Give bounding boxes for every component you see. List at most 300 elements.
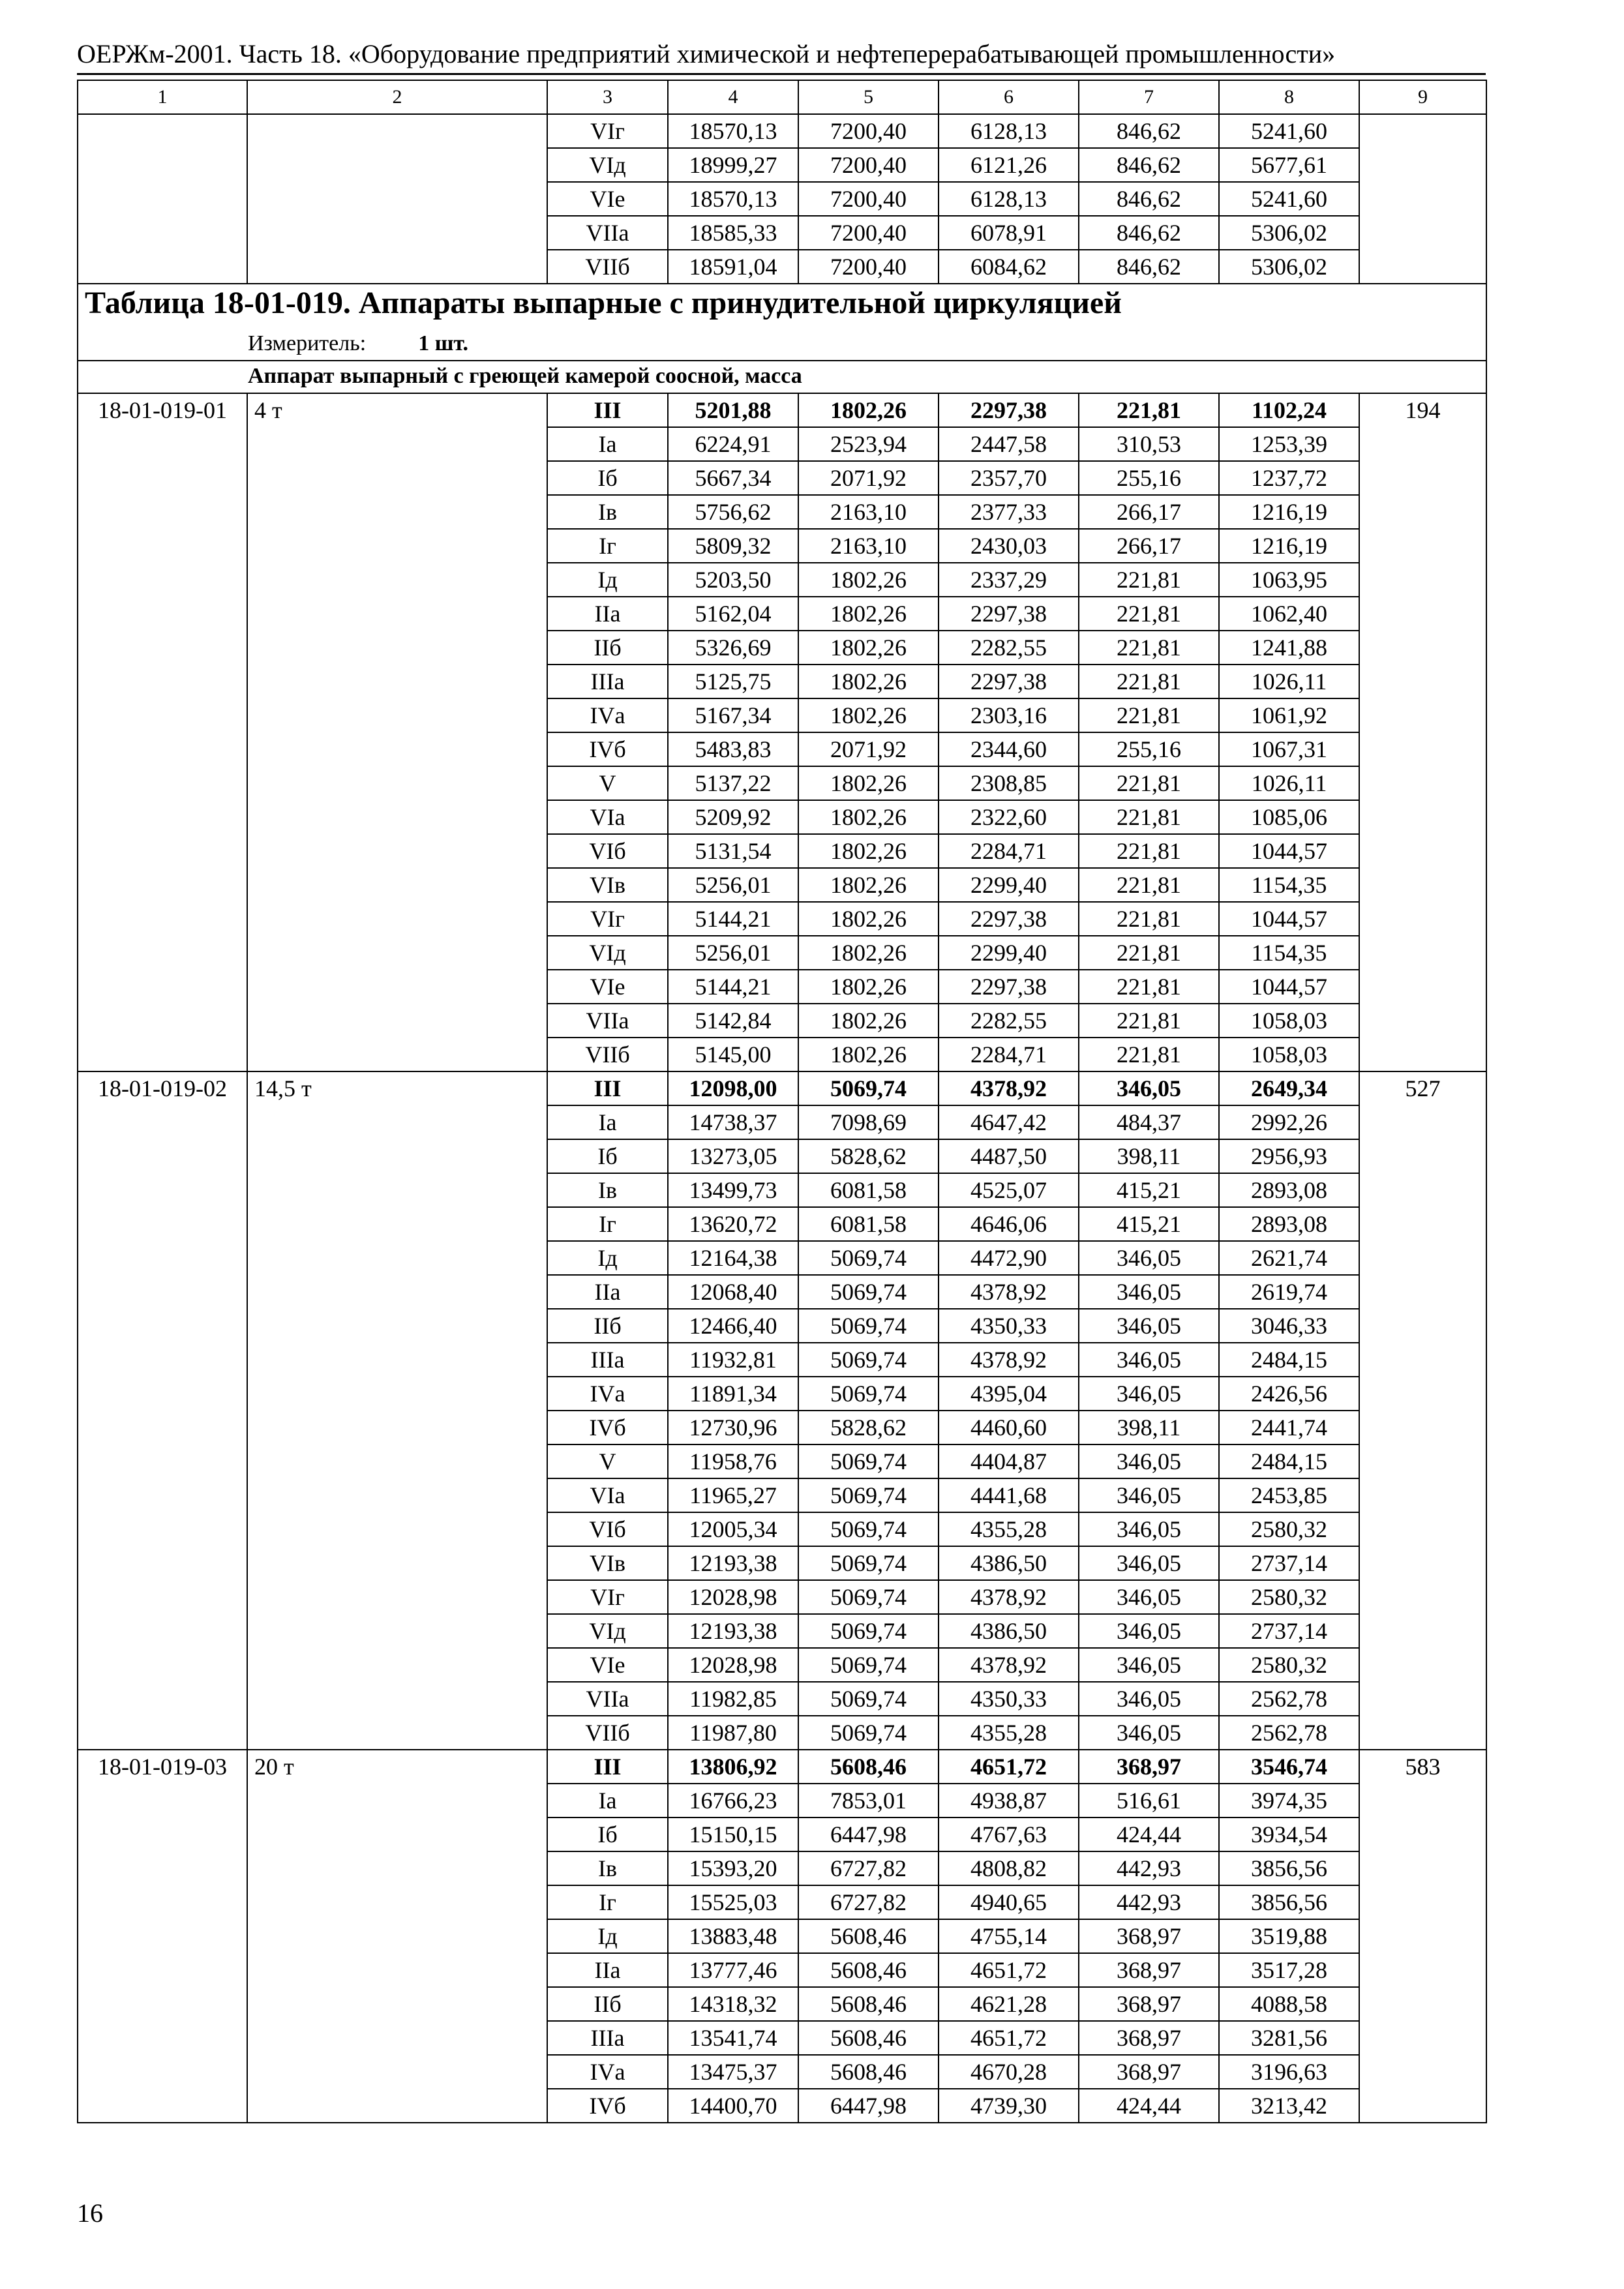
data-cell: 4938,87 [939, 1784, 1079, 1818]
data-cell: 5608,46 [798, 2021, 939, 2055]
data-cell: 1067,31 [1219, 732, 1359, 766]
data-cell: 15525,03 [668, 1885, 798, 1919]
data-cell: 1241,88 [1219, 631, 1359, 665]
data-cell: Iа [547, 427, 668, 461]
data-cell: 4670,28 [939, 2055, 1079, 2089]
data-cell: IIб [547, 631, 668, 665]
data-cell: 4651,72 [939, 1750, 1079, 1784]
data-cell: 13883,48 [668, 1919, 798, 1953]
data-cell: 1154,35 [1219, 936, 1359, 970]
data-cell: 1026,11 [1219, 766, 1359, 800]
data-cell: 3196,63 [1219, 2055, 1359, 2089]
data-cell: 5069,74 [798, 1512, 939, 1546]
data-cell: 4395,04 [939, 1377, 1079, 1411]
data-cell: VIд [547, 936, 668, 970]
data-cell: VIIа [547, 216, 668, 250]
data-cell: 5677,61 [1219, 148, 1359, 182]
data-cell: 5608,46 [798, 2055, 939, 2089]
data-cell: V [547, 1444, 668, 1478]
data-cell: 11932,81 [668, 1343, 798, 1377]
data-cell: 7200,40 [798, 114, 939, 148]
data-cell: 5145,00 [668, 1038, 798, 1071]
data-cell: 2282,55 [939, 631, 1079, 665]
data-cell: 4355,28 [939, 1512, 1079, 1546]
data-cell: 1802,26 [798, 631, 939, 665]
data-cell: 1237,72 [1219, 461, 1359, 495]
data-cell: 2523,94 [798, 427, 939, 461]
data-cell: VIб [547, 834, 668, 868]
data-cell: 7200,40 [798, 182, 939, 216]
data-cell: 5756,62 [668, 495, 798, 529]
data-cell: 221,81 [1079, 970, 1219, 1004]
data-cell: 442,93 [1079, 1851, 1219, 1885]
data-cell: VIд [547, 148, 668, 182]
data-cell: 4646,06 [939, 1207, 1079, 1241]
data-cell: 3934,54 [1219, 1818, 1359, 1851]
data-cell: 4940,65 [939, 1885, 1079, 1919]
data-cell: 846,62 [1079, 250, 1219, 284]
data-cell: 846,62 [1079, 114, 1219, 148]
measure-label: Измеритель: [248, 331, 367, 355]
data-cell: 346,05 [1079, 1071, 1219, 1105]
data-cell: 2426,56 [1219, 1377, 1359, 1411]
data-cell: 221,81 [1079, 665, 1219, 698]
column-number: 9 [1359, 80, 1486, 114]
data-cell: 5144,21 [668, 970, 798, 1004]
data-cell: 12193,38 [668, 1546, 798, 1580]
data-cell: 6081,58 [798, 1173, 939, 1207]
data-cell: 1044,57 [1219, 970, 1359, 1004]
column-number: 6 [939, 80, 1079, 114]
measure-cell [78, 327, 1486, 361]
data-cell: 221,81 [1079, 1038, 1219, 1071]
data-cell: IVб [547, 1411, 668, 1444]
data-cell: III [547, 1750, 668, 1784]
data-cell: 4651,72 [939, 2021, 1079, 2055]
data-cell: 346,05 [1079, 1309, 1219, 1343]
data-cell: 1063,95 [1219, 563, 1359, 597]
data-cell: 221,81 [1079, 766, 1219, 800]
data-cell: 12068,40 [668, 1275, 798, 1309]
data-cell: Iв [547, 1851, 668, 1885]
data-cell: III [547, 393, 668, 427]
data-cell: 18999,27 [668, 148, 798, 182]
running-header: ОЕРЖм-2001. Часть 18. «Оборудование предприятий химической и нефтеперерабатывающей промышленности» [77, 39, 1336, 68]
data-cell: 2071,92 [798, 732, 939, 766]
data-cell: 2956,93 [1219, 1139, 1359, 1173]
data-cell: Iд [547, 1241, 668, 1275]
data-cell: 221,81 [1079, 834, 1219, 868]
data-cell: 13499,73 [668, 1173, 798, 1207]
data-cell: Iб [547, 1818, 668, 1851]
data-cell: 11987,80 [668, 1716, 798, 1750]
data-cell: 4621,28 [939, 1987, 1079, 2021]
data-cell: 3519,88 [1219, 1919, 1359, 1953]
data-cell: 5069,74 [798, 1478, 939, 1512]
column-number-row [78, 80, 1486, 114]
data-cell: VIг [547, 902, 668, 936]
data-cell: 12730,96 [668, 1411, 798, 1444]
data-cell: 1802,26 [798, 665, 939, 698]
data-cell: Iг [547, 1885, 668, 1919]
data-cell: 846,62 [1079, 216, 1219, 250]
item-name: 20 т [247, 1750, 547, 2123]
data-cell: 424,44 [1079, 1818, 1219, 1851]
data-cell: 13541,74 [668, 2021, 798, 2055]
data-cell: 2322,60 [939, 800, 1079, 834]
subheading-row [78, 361, 1486, 393]
data-cell: 2619,74 [1219, 1275, 1359, 1309]
data-cell: 221,81 [1079, 597, 1219, 631]
data-cell: 3974,35 [1219, 1784, 1359, 1818]
data-cell: III [547, 1071, 668, 1105]
data-cell: 346,05 [1079, 1444, 1219, 1478]
data-cell: 346,05 [1079, 1241, 1219, 1275]
data-cell: 5069,74 [798, 1682, 939, 1716]
data-cell: 12193,38 [668, 1614, 798, 1648]
data-cell: 2163,10 [798, 529, 939, 563]
data-cell: 11958,76 [668, 1444, 798, 1478]
data-cell: 2621,74 [1219, 1241, 1359, 1275]
data-cell: 346,05 [1079, 1343, 1219, 1377]
data-cell: 5131,54 [668, 834, 798, 868]
data-cell: 18570,13 [668, 182, 798, 216]
data-cell: 14400,70 [668, 2089, 798, 2123]
data-cell: 5069,74 [798, 1071, 939, 1105]
data-cell: 4378,92 [939, 1648, 1079, 1682]
data-cell: 3856,56 [1219, 1885, 1359, 1919]
data-cell: VIа [547, 1478, 668, 1512]
data-cell: 846,62 [1079, 148, 1219, 182]
data-cell: 5256,01 [668, 936, 798, 970]
table-row [78, 1750, 1486, 1784]
data-cell: 12028,98 [668, 1648, 798, 1682]
item-col9: 194 [1359, 393, 1486, 1071]
data-cell: 5069,74 [798, 1275, 939, 1309]
data-cell: 2562,78 [1219, 1682, 1359, 1716]
data-cell: 2893,08 [1219, 1173, 1359, 1207]
data-cell: 2282,55 [939, 1004, 1079, 1038]
data-cell: 442,93 [1079, 1885, 1219, 1919]
data-cell: 368,97 [1079, 1919, 1219, 1953]
data-cell: Iб [547, 461, 668, 495]
data-cell: 5241,60 [1219, 114, 1359, 148]
data-cell: 2297,38 [939, 902, 1079, 936]
data-cell: 2580,32 [1219, 1580, 1359, 1614]
data-cell: 2893,08 [1219, 1207, 1359, 1241]
data-cell: 1802,26 [798, 902, 939, 936]
col9-cell [1359, 114, 1486, 284]
price-table-body [78, 80, 1486, 2123]
data-cell: 221,81 [1079, 800, 1219, 834]
data-cell: 1216,19 [1219, 529, 1359, 563]
data-cell: 2071,92 [798, 461, 939, 495]
data-cell: IIб [547, 1987, 668, 2021]
data-cell: 6727,82 [798, 1885, 939, 1919]
data-cell: 2337,29 [939, 563, 1079, 597]
data-cell: 6128,13 [939, 182, 1079, 216]
data-cell: 1802,26 [798, 868, 939, 902]
measure-unit: 1 шт. [418, 331, 469, 355]
data-cell: 12005,34 [668, 1512, 798, 1546]
data-cell: 255,16 [1079, 461, 1219, 495]
code-cell [78, 114, 247, 284]
data-cell: Iд [547, 1919, 668, 1953]
data-cell: 1802,26 [798, 800, 939, 834]
data-cell: 6447,98 [798, 1818, 939, 1851]
data-cell: 7098,69 [798, 1105, 939, 1139]
data-cell: 255,16 [1079, 732, 1219, 766]
data-cell: 2344,60 [939, 732, 1079, 766]
data-cell: 1802,26 [798, 936, 939, 970]
data-cell: 13806,92 [668, 1750, 798, 1784]
data-cell: 346,05 [1079, 1580, 1219, 1614]
column-number: 7 [1079, 80, 1219, 114]
item-code: 18-01-019-01 [78, 393, 247, 1071]
data-cell: 5241,60 [1219, 182, 1359, 216]
data-cell: Iв [547, 495, 668, 529]
data-cell: 2163,10 [798, 495, 939, 529]
data-cell: 13620,72 [668, 1207, 798, 1241]
data-cell: 221,81 [1079, 936, 1219, 970]
data-cell: 846,62 [1079, 182, 1219, 216]
column-number: 8 [1219, 80, 1359, 114]
data-cell: 2453,85 [1219, 1478, 1359, 1512]
data-cell: 5125,75 [668, 665, 798, 698]
data-cell: 2737,14 [1219, 1546, 1359, 1580]
data-cell: 398,11 [1079, 1139, 1219, 1173]
measure-row [78, 327, 1486, 361]
data-cell: 14738,37 [668, 1105, 798, 1139]
data-cell: 4088,58 [1219, 1987, 1359, 2021]
data-cell: 2441,74 [1219, 1411, 1359, 1444]
data-cell: 2303,16 [939, 698, 1079, 732]
item-col9: 583 [1359, 1750, 1486, 2123]
table-row [78, 393, 1486, 427]
data-cell: VIд [547, 1614, 668, 1648]
data-cell: 2484,15 [1219, 1343, 1359, 1377]
data-cell: 11965,27 [668, 1478, 798, 1512]
item-code: 18-01-019-02 [78, 1071, 247, 1750]
column-number: 5 [798, 80, 939, 114]
data-cell: 5069,74 [798, 1614, 939, 1648]
data-cell: 346,05 [1079, 1275, 1219, 1309]
column-number: 2 [247, 80, 547, 114]
data-cell: 2562,78 [1219, 1716, 1359, 1750]
data-cell: IIб [547, 1309, 668, 1343]
data-cell: 2308,85 [939, 766, 1079, 800]
data-cell: VIг [547, 114, 668, 148]
data-cell: 2737,14 [1219, 1614, 1359, 1648]
data-cell: IVб [547, 732, 668, 766]
data-cell: 5608,46 [798, 1750, 939, 1784]
data-cell: 4378,92 [939, 1275, 1079, 1309]
table-row [78, 1071, 1486, 1105]
data-cell: 6727,82 [798, 1851, 939, 1885]
data-cell: IIа [547, 597, 668, 631]
data-cell: 7200,40 [798, 216, 939, 250]
data-cell: 1802,26 [798, 970, 939, 1004]
page-number: 16 [77, 2198, 103, 2228]
data-cell: 484,37 [1079, 1105, 1219, 1139]
data-cell: VIв [547, 1546, 668, 1580]
data-cell: 6078,91 [939, 216, 1079, 250]
data-cell: 2447,58 [939, 427, 1079, 461]
data-cell: 15393,20 [668, 1851, 798, 1885]
data-cell: 221,81 [1079, 563, 1219, 597]
data-cell: 346,05 [1079, 1478, 1219, 1512]
data-cell: 5137,22 [668, 766, 798, 800]
data-cell: 3517,28 [1219, 1953, 1359, 1987]
data-cell: 346,05 [1079, 1648, 1219, 1682]
data-cell: 1802,26 [798, 698, 939, 732]
data-cell: 4647,42 [939, 1105, 1079, 1139]
data-cell: IIа [547, 1275, 668, 1309]
data-cell: 4350,33 [939, 1682, 1079, 1716]
data-cell: 5069,74 [798, 1444, 939, 1478]
data-cell: 1062,40 [1219, 597, 1359, 631]
data-cell: 2377,33 [939, 495, 1079, 529]
data-cell: 221,81 [1079, 393, 1219, 427]
data-cell: Iв [547, 1173, 668, 1207]
data-cell: VIг [547, 1580, 668, 1614]
data-cell: 368,97 [1079, 1987, 1219, 2021]
data-cell: 1802,26 [798, 834, 939, 868]
data-cell: 3213,42 [1219, 2089, 1359, 2123]
data-cell: 15150,15 [668, 1818, 798, 1851]
data-cell: 7200,40 [798, 250, 939, 284]
data-cell: 5209,92 [668, 800, 798, 834]
data-cell: 1802,26 [798, 563, 939, 597]
data-cell: 5069,74 [798, 1648, 939, 1682]
data-cell: 6128,13 [939, 114, 1079, 148]
data-cell: 5069,74 [798, 1546, 939, 1580]
data-cell: 1802,26 [798, 1004, 939, 1038]
data-cell: VIIб [547, 1716, 668, 1750]
data-cell: 5306,02 [1219, 216, 1359, 250]
data-cell: 2580,32 [1219, 1512, 1359, 1546]
data-cell: 3281,56 [1219, 2021, 1359, 2055]
data-cell: 13475,37 [668, 2055, 798, 2089]
data-cell: 221,81 [1079, 868, 1219, 902]
data-cell: 5069,74 [798, 1580, 939, 1614]
table-title: Таблица 18-01-019. Аппараты выпарные с принудительной циркуляцией [78, 284, 1486, 327]
data-cell: 18570,13 [668, 114, 798, 148]
column-number: 1 [78, 80, 247, 114]
data-cell: 18591,04 [668, 250, 798, 284]
data-cell: 5144,21 [668, 902, 798, 936]
data-cell: 1085,06 [1219, 800, 1359, 834]
data-cell: 2430,03 [939, 529, 1079, 563]
data-cell: 5167,34 [668, 698, 798, 732]
data-cell: 5069,74 [798, 1309, 939, 1343]
data-cell: 5483,83 [668, 732, 798, 766]
data-cell: 4739,30 [939, 2089, 1079, 2123]
data-cell: 2357,70 [939, 461, 1079, 495]
data-cell: 5828,62 [798, 1411, 939, 1444]
data-cell: 1026,11 [1219, 665, 1359, 698]
data-cell: 368,97 [1079, 1750, 1219, 1784]
data-cell: Iа [547, 1784, 668, 1818]
data-cell: 4404,87 [939, 1444, 1079, 1478]
data-cell: 3046,33 [1219, 1309, 1359, 1343]
data-cell: 2992,26 [1219, 1105, 1359, 1139]
data-cell: 6447,98 [798, 2089, 939, 2123]
data-cell: Iб [547, 1139, 668, 1173]
data-cell: IVа [547, 2055, 668, 2089]
data-cell: 5608,46 [798, 1919, 939, 1953]
data-cell: 2299,40 [939, 936, 1079, 970]
data-cell: 415,21 [1079, 1207, 1219, 1241]
table-row [78, 114, 1486, 148]
data-cell: 14318,32 [668, 1987, 798, 2021]
data-cell: 6081,58 [798, 1207, 939, 1241]
data-cell: 221,81 [1079, 902, 1219, 936]
data-cell: 5069,74 [798, 1241, 939, 1275]
data-cell: 368,97 [1079, 1953, 1219, 1987]
data-cell: 6084,62 [939, 250, 1079, 284]
data-cell: 5201,88 [668, 393, 798, 427]
data-cell: 1154,35 [1219, 868, 1359, 902]
data-cell: 266,17 [1079, 495, 1219, 529]
data-cell: 11982,85 [668, 1682, 798, 1716]
data-cell: 4378,92 [939, 1343, 1079, 1377]
data-cell: VIIб [547, 1038, 668, 1071]
data-cell: VIIа [547, 1682, 668, 1716]
data-cell: 5069,74 [798, 1343, 939, 1377]
data-cell: Iг [547, 529, 668, 563]
data-cell: VIв [547, 868, 668, 902]
data-cell: 4378,92 [939, 1580, 1079, 1614]
data-cell: 221,81 [1079, 698, 1219, 732]
name-cell [247, 114, 547, 284]
data-cell: 1253,39 [1219, 427, 1359, 461]
data-cell: 1058,03 [1219, 1004, 1359, 1038]
data-cell: 5667,34 [668, 461, 798, 495]
data-cell: 5142,84 [668, 1004, 798, 1038]
data-cell: 4525,07 [939, 1173, 1079, 1207]
data-cell: 7200,40 [798, 148, 939, 182]
data-cell: 2484,15 [1219, 1444, 1359, 1478]
data-cell: 2297,38 [939, 970, 1079, 1004]
data-cell: VIа [547, 800, 668, 834]
data-cell: 16766,23 [668, 1784, 798, 1818]
data-cell: 4441,68 [939, 1478, 1079, 1512]
data-cell: 12098,00 [668, 1071, 798, 1105]
data-cell: Iд [547, 563, 668, 597]
subheading: Аппарат выпарный с греющей камерой соосной, масса [78, 361, 1486, 393]
data-cell: IVб [547, 2089, 668, 2123]
data-cell: IIIа [547, 2021, 668, 2055]
data-cell: 4460,60 [939, 1411, 1079, 1444]
data-cell: 346,05 [1079, 1512, 1219, 1546]
data-cell: 1802,26 [798, 766, 939, 800]
data-cell: IVа [547, 1377, 668, 1411]
data-cell: 4355,28 [939, 1716, 1079, 1750]
data-cell: Iа [547, 1105, 668, 1139]
header-rule [77, 73, 1486, 75]
data-cell: 4808,82 [939, 1851, 1079, 1885]
data-cell: 2284,71 [939, 834, 1079, 868]
data-cell: 1802,26 [798, 393, 939, 427]
data-cell: 6224,91 [668, 427, 798, 461]
data-cell: 1802,26 [798, 597, 939, 631]
data-cell: 221,81 [1079, 631, 1219, 665]
table-title-row [78, 284, 1486, 327]
data-cell: 346,05 [1079, 1682, 1219, 1716]
data-cell: 3546,74 [1219, 1750, 1359, 1784]
data-cell: 5326,69 [668, 631, 798, 665]
